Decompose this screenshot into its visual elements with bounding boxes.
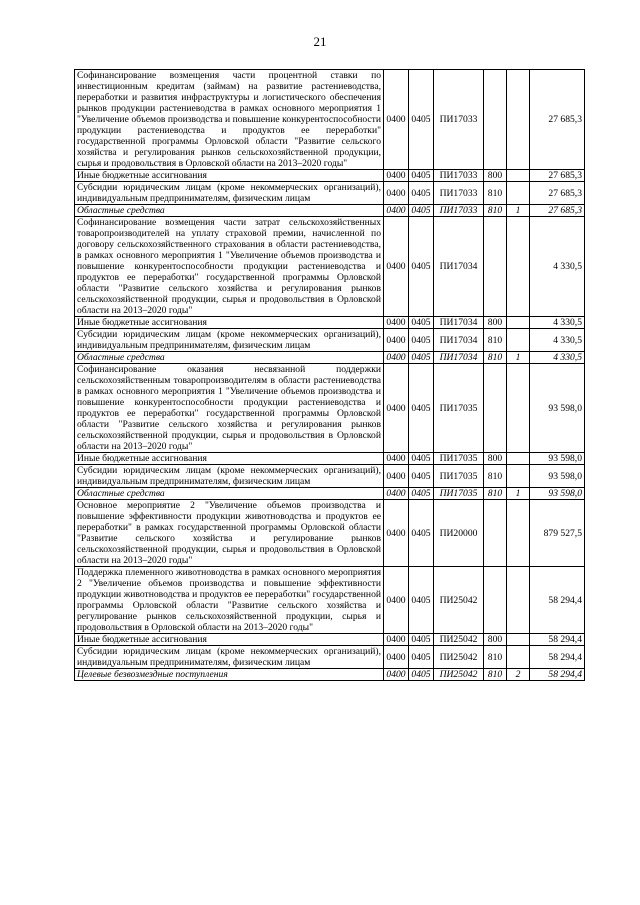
table-row xyxy=(75,465,585,488)
amount: 93 598,0 xyxy=(530,364,585,453)
page-number: 21 xyxy=(313,34,327,49)
source-code xyxy=(507,646,530,669)
target-article-code: ПИ20000 xyxy=(434,500,484,567)
amount: 93 598,0 xyxy=(530,488,585,500)
target-article-code: ПИ17033 xyxy=(434,70,484,170)
section-code: 0400 xyxy=(384,170,409,182)
expense-type-code: 810 xyxy=(484,669,507,681)
row-description: Субсидии юридическим лицам (кроме некоммерческих организаций), индивидуальным предпринимателям, физическим лицам xyxy=(75,182,384,205)
subsection-code: 0405 xyxy=(409,317,434,329)
table-row xyxy=(75,182,585,205)
target-article-code: ПИ17035 xyxy=(434,465,484,488)
amount: 58 294,4 xyxy=(530,634,585,646)
target-article-code: ПИ17034 xyxy=(434,317,484,329)
source-code xyxy=(507,500,530,567)
section-code: 0400 xyxy=(384,453,409,465)
section-code: 0400 xyxy=(384,567,409,634)
budget-table-body xyxy=(75,70,585,681)
section-code: 0400 xyxy=(384,364,409,453)
section-code: 0400 xyxy=(384,500,409,567)
expense-type-code: 800 xyxy=(484,453,507,465)
row-description: Иные бюджетные ассигнования xyxy=(75,453,384,465)
expense-type-code: 810 xyxy=(484,205,507,217)
source-code xyxy=(507,329,530,352)
subsection-code: 0405 xyxy=(409,170,434,182)
source-code xyxy=(507,453,530,465)
table-row xyxy=(75,329,585,352)
amount: 93 598,0 xyxy=(530,453,585,465)
target-article-code: ПИ17034 xyxy=(434,352,484,364)
row-description: Иные бюджетные ассигнования xyxy=(75,634,384,646)
source-code: 1 xyxy=(507,205,530,217)
row-description: Софинансирование оказания несвязанной поддержки сельскохозяйственным товаропроизводителям в области растениеводства в рамках основного мероприятия 1 "Увеличение объемов производства и повышение конкурентоспособности продукции растениеводства и продуктов ее переработки" государственной программы Орловской области "Развитие сельского хозяйства и регулирования рынков сельскохозяйственной продукции, сырья и продовольствия в Орловской области на 2013–2020 годы" xyxy=(75,364,384,453)
row-description: Субсидии юридическим лицам (кроме некоммерческих организаций), индивидуальным предпринимателям, физическим лицам xyxy=(75,465,384,488)
row-description: Субсидии юридическим лицам (кроме некоммерческих организаций), индивидуальным предпринимателям, физическим лицам xyxy=(75,329,384,352)
target-article-code: ПИ17033 xyxy=(434,170,484,182)
table-row xyxy=(75,170,585,182)
expense-type-code: 810 xyxy=(484,182,507,205)
target-article-code: ПИ25042 xyxy=(434,567,484,634)
section-code: 0400 xyxy=(384,465,409,488)
source-code xyxy=(507,70,530,170)
source-code xyxy=(507,217,530,317)
section-code: 0400 xyxy=(384,217,409,317)
amount: 4 330,5 xyxy=(530,317,585,329)
row-description: Областные средства xyxy=(75,352,384,364)
row-description: Целевые безвозмездные поступления xyxy=(75,669,384,681)
source-code xyxy=(507,317,530,329)
amount: 4 330,5 xyxy=(530,217,585,317)
section-code: 0400 xyxy=(384,646,409,669)
source-code: 1 xyxy=(507,352,530,364)
section-code: 0400 xyxy=(384,329,409,352)
subsection-code: 0405 xyxy=(409,567,434,634)
amount: 27 685,3 xyxy=(530,182,585,205)
target-article-code: ПИ25042 xyxy=(434,634,484,646)
source-code xyxy=(507,170,530,182)
target-article-code: ПИ17033 xyxy=(434,205,484,217)
expense-type-code xyxy=(484,500,507,567)
section-code: 0400 xyxy=(384,488,409,500)
section-code: 0400 xyxy=(384,634,409,646)
table-row xyxy=(75,317,585,329)
table-row xyxy=(75,567,585,634)
source-code: 2 xyxy=(507,669,530,681)
expense-type-code: 810 xyxy=(484,352,507,364)
amount: 58 294,4 xyxy=(530,646,585,669)
table-row xyxy=(75,205,585,217)
amount: 93 598,0 xyxy=(530,465,585,488)
amount: 4 330,5 xyxy=(530,352,585,364)
row-description: Софинансирование возмещения части процентной ставки по инвестиционным кредитам (займам) на развитие растениеводства, переработки и развития инфраструктуры и логистического обеспечения рынков продукции растениеводства в рамках основного мероприятия 1 "Увеличение объемов производства и повышение конкурентоспособности продукции растениеводства и продуктов ее переработки" государственной программы Орловской области "Развитие сельского хозяйства и регулирования рынков сельскохозяйственной продукции, сырья и продовольствия в Орловской области на 2013–2020 годы" xyxy=(75,70,384,170)
table-row xyxy=(75,669,585,681)
subsection-code: 0405 xyxy=(409,465,434,488)
expense-type-code: 810 xyxy=(484,488,507,500)
row-description: Субсидии юридическим лицам (кроме некоммерческих организаций), индивидуальным предпринимателям, физическим лицам xyxy=(75,646,384,669)
expense-type-code xyxy=(484,70,507,170)
subsection-code: 0405 xyxy=(409,182,434,205)
expense-type-code: 810 xyxy=(484,465,507,488)
subsection-code: 0405 xyxy=(409,205,434,217)
subsection-code: 0405 xyxy=(409,352,434,364)
table-row xyxy=(75,217,585,317)
subsection-code: 0405 xyxy=(409,329,434,352)
section-code: 0400 xyxy=(384,669,409,681)
table-row xyxy=(75,500,585,567)
amount: 27 685,3 xyxy=(530,70,585,170)
subsection-code: 0405 xyxy=(409,70,434,170)
source-code: 1 xyxy=(507,488,530,500)
expense-type-code: 800 xyxy=(484,170,507,182)
target-article-code: ПИ25042 xyxy=(434,646,484,669)
amount: 879 527,5 xyxy=(530,500,585,567)
amount: 58 294,4 xyxy=(530,669,585,681)
target-article-code: ПИ17033 xyxy=(434,182,484,205)
source-code xyxy=(507,182,530,205)
source-code xyxy=(507,465,530,488)
subsection-code: 0405 xyxy=(409,646,434,669)
expense-type-code xyxy=(484,364,507,453)
subsection-code: 0405 xyxy=(409,488,434,500)
row-description: Софинансирование возмещения части затрат сельскохозяйственных товаропроизводителей на уплату страховой премии, начисленной по договору сельскохозяйственного страхования в области растениеводства, в рамках основного мероприятия 1 "Увеличение объемов производства и повышение конкурентоспособности продукции растениеводства и продуктов ее переработки" государственной программы Орловской области "Развитие сельского хозяйства и регулирования рынков сельскохозяйственной продукции, сырья и продовольствия в Орловской области на 2013–2020 годы" xyxy=(75,217,384,317)
row-description: Основное мероприятие 2 "Увеличение объемов производства и повышение эффективности продукции животноводства и продуктов ее переработки" в рамках государственной программы Орловской области "Развитие сельского хозяйства и регулирование рынков сельскохозяйственной продукции, сырья и продовольствия в Орловской области на 2013–2020 годы" xyxy=(75,500,384,567)
expense-type-code xyxy=(484,567,507,634)
table-row xyxy=(75,646,585,669)
row-description: Областные средства xyxy=(75,205,384,217)
expense-type-code: 800 xyxy=(484,634,507,646)
expense-type-code: 810 xyxy=(484,329,507,352)
expense-type-code: 800 xyxy=(484,317,507,329)
source-code xyxy=(507,634,530,646)
target-article-code: ПИ17034 xyxy=(434,217,484,317)
table-row xyxy=(75,70,585,170)
target-article-code: ПИ17035 xyxy=(434,488,484,500)
table-row xyxy=(75,488,585,500)
target-article-code: ПИ17035 xyxy=(434,364,484,453)
subsection-code: 0405 xyxy=(409,634,434,646)
amount: 58 294,4 xyxy=(530,567,585,634)
subsection-code: 0405 xyxy=(409,669,434,681)
section-code: 0400 xyxy=(384,70,409,170)
row-description: Поддержка племенного животноводства в рамках основного мероприятия 2 "Увеличение объемов производства и повышение эффективности продукции животноводства и продуктов ее переработки" государственной программы Орловской области "Развитие сельского хозяйства и регулирование рынков сельскохозяйственной продукции, сырья и продовольствия в Орловской области на 2013–2020 годы" xyxy=(75,567,384,634)
table-row xyxy=(75,352,585,364)
expense-type-code: 810 xyxy=(484,646,507,669)
source-code xyxy=(507,567,530,634)
section-code: 0400 xyxy=(384,182,409,205)
target-article-code: ПИ17035 xyxy=(434,453,484,465)
subsection-code: 0405 xyxy=(409,217,434,317)
target-article-code: ПИ25042 xyxy=(434,669,484,681)
amount: 27 685,3 xyxy=(530,170,585,182)
target-article-code: ПИ17034 xyxy=(434,329,484,352)
amount: 27 685,3 xyxy=(530,205,585,217)
table-row xyxy=(75,453,585,465)
section-code: 0400 xyxy=(384,205,409,217)
section-code: 0400 xyxy=(384,317,409,329)
subsection-code: 0405 xyxy=(409,500,434,567)
row-description: Областные средства xyxy=(75,488,384,500)
amount: 4 330,5 xyxy=(530,329,585,352)
table-row xyxy=(75,364,585,453)
section-code: 0400 xyxy=(384,352,409,364)
subsection-code: 0405 xyxy=(409,364,434,453)
row-description: Иные бюджетные ассигнования xyxy=(75,317,384,329)
subsection-code: 0405 xyxy=(409,453,434,465)
budget-table xyxy=(74,69,585,681)
row-description: Иные бюджетные ассигнования xyxy=(75,170,384,182)
expense-type-code xyxy=(484,217,507,317)
table-row xyxy=(75,634,585,646)
source-code xyxy=(507,364,530,453)
